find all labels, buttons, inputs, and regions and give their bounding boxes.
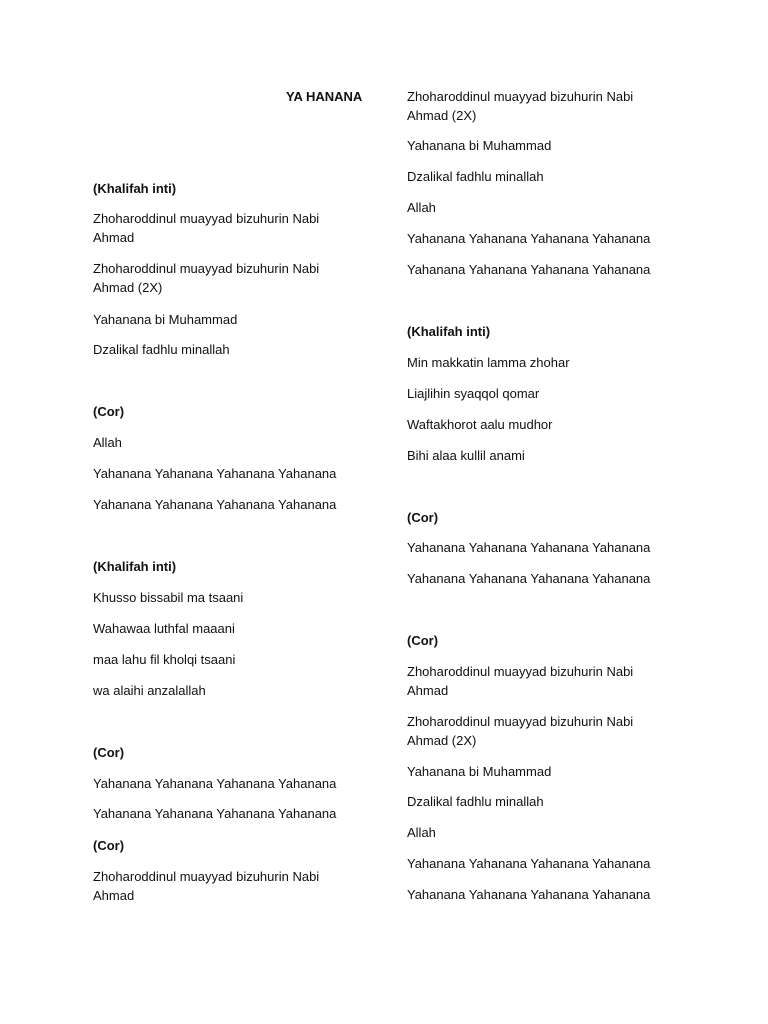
section-heading: (Cor) [93,838,125,853]
lyric-line: Zhoharoddinul muayyad bizuhurin Nabi Ahmad (2X) [407,89,634,123]
lyric-line: Wahawaa luthfal maaani [93,621,235,636]
section-heading: (Cor) [407,633,439,648]
section-heading: (Cor) [93,745,125,760]
document-title: YA HANANA [286,89,363,104]
lyric-line: Bihi alaa kullil anami [407,448,525,463]
lyric-line: Allah [407,200,436,215]
lyric-line: Zhoharoddinul muayyad bizuhurin Nabi Ahmad (2X) [407,714,634,748]
lyric-line: Waftakhorot aalu mudhor [407,417,553,432]
lyric-line: Yahanana Yahanana Yahanana Yahanana [407,262,651,277]
lyric-line: Zhoharoddinul muayyad bizuhurin Nabi Ahmad (2X) [93,261,320,295]
lyric-line: Yahanana Yahanana Yahanana Yahanana [407,571,651,586]
lyric-line: Yahanana Yahanana Yahanana Yahanana [407,231,651,246]
lyric-line: Zhoharoddinul muayyad bizuhurin Nabi Ahmad [93,211,320,245]
lyric-line: Khusso bissabil ma tsaani [93,590,244,605]
lyric-line: Dzalikal fadhlu minallah [93,342,230,357]
lyric-line: Yahanana Yahanana Yahanana Yahanana [93,776,337,791]
lyric-line: Yahanana Yahanana Yahanana Yahanana [407,887,651,902]
lyric-line: Yahanana Yahanana Yahanana Yahanana [93,806,337,821]
lyric-line: Allah [407,825,436,840]
section-heading: (Khalifah inti) [93,559,177,574]
lyric-line: Yahanana bi Muhammad [93,312,238,327]
section-heading: (Khalifah inti) [93,181,177,196]
lyric-line: Yahanana Yahanana Yahanana Yahanana [407,856,651,871]
lyric-line: Yahanana bi Muhammad [407,764,552,779]
lyric-line: Yahanana Yahanana Yahanana Yahanana [93,466,337,481]
section-heading: (Cor) [93,404,125,419]
lyric-line: wa alaihi anzalallah [93,683,206,698]
lyric-line: Yahanana Yahanana Yahanana Yahanana [93,497,337,512]
lyric-line: Yahanana bi Muhammad [407,138,552,153]
lyric-line: Allah [93,435,122,450]
lyric-line: Zhoharoddinul muayyad bizuhurin Nabi Ahmad [93,869,320,903]
section-heading: (Khalifah inti) [407,324,491,339]
lyric-line: Min makkatin lamma zhohar [407,355,570,370]
section-heading: (Cor) [407,510,439,525]
lyric-line: Zhoharoddinul muayyad bizuhurin Nabi Ahmad [407,664,634,698]
lyric-line: Yahanana Yahanana Yahanana Yahanana [407,540,651,555]
lyric-line: Liajlihin syaqqol qomar [407,386,540,401]
lyric-line: Dzalikal fadhlu minallah [407,794,544,809]
lyric-line: maa lahu fil kholqi tsaani [93,652,236,667]
lyric-line: Dzalikal fadhlu minallah [407,169,544,184]
